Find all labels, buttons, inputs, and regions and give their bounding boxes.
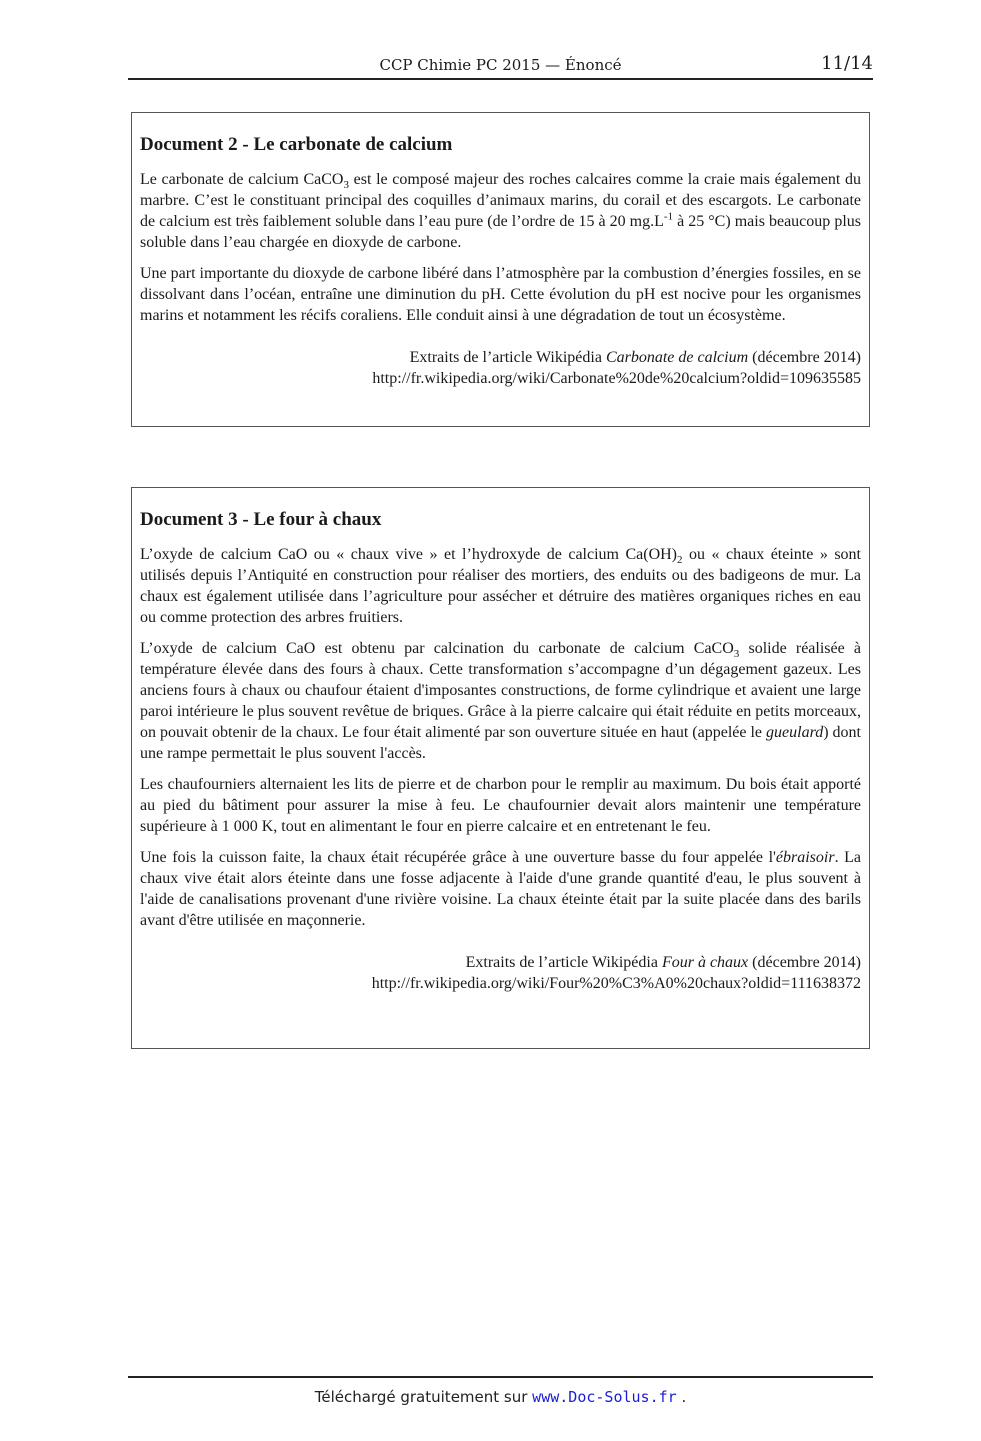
document-3-source <box>140 952 861 994</box>
source-date: (décembre 2014) <box>748 349 861 366</box>
page-footer <box>128 1376 873 1406</box>
source-date: (décembre 2014) <box>748 954 861 971</box>
source-prefix: Extraits de l’article Wikipédia <box>409 349 606 366</box>
subscript: 3 <box>343 179 349 192</box>
source-url[interactable]: http://fr.wikipedia.org/wiki/Carbonate%20de%20calcium?oldid=109635585 <box>372 370 861 387</box>
document-2-paragraph-2: Une part importante du dioxyde de carbone libéré dans l’atmosphère par la combustion d’énergies fossiles, en se dissolvant dans l’océan, entraîne une diminution du pH. Cette évolution du pH est nocive pour les organismes marins et notamment les récifs coraliens. Elle conduit ainsi à une dégradation de tout un écosystème. <box>140 265 861 324</box>
italic-term: ébraisoir <box>775 849 835 866</box>
text-segment: est le composé majeur des roches calcaires comme la craie mais également du marbre. C’est le constituant principal des coquilles d’animaux marins, du corail et des escargots. Le carbonate de calcium est très faiblement soluble dans l’eau pure (de l’ordre de 15 à 20 mg.L <box>140 171 862 230</box>
source-citation <box>140 347 861 368</box>
source-prefix: Extraits de l’article Wikipédia <box>465 954 662 971</box>
subscript: 2 <box>677 554 683 567</box>
source-article-title: Four à chaux <box>661 954 749 971</box>
document-3-box <box>131 487 870 1049</box>
text-segment: ou « chaux éteinte » sont utilisés depuis l’Antiquité en construction pour réaliser des mortiers, des enduits ou des badigeons de mur. La chaux est également utilisée dans l’agriculture pour assécher et détruire des matières organiques riches en eau ou comme protection des arbres fruitiers. <box>140 546 861 626</box>
text-segment: L’oxyde de calcium CaO ou « chaux vive » et l’hydroxyde de calcium Ca(OH) <box>140 546 678 563</box>
page-number: 11/14 <box>821 53 873 74</box>
document-2-box <box>131 112 870 427</box>
page-header <box>128 50 873 80</box>
text-segment: Le carbonate de calcium CaCO <box>140 171 344 188</box>
text-segment: à 25 °C) mais beaucoup plus soluble dans l’eau chargée en dioxyde de carbone. <box>140 213 861 251</box>
header-title: CCP Chimie PC 2015 — Énoncé <box>379 56 622 74</box>
footer-text <box>128 1388 873 1406</box>
source-url[interactable]: http://fr.wikipedia.org/wiki/Four%20%C3%A0%20chaux?oldid=111638372 <box>371 975 861 992</box>
document-3-paragraph-1 <box>140 544 861 628</box>
text-segment: ) dont une rampe permettait le plus souvent l'accès. <box>140 724 861 762</box>
document-2-title: Document 2 - Le carbonate de calcium <box>140 134 453 155</box>
document-3-paragraph-4 <box>140 847 861 931</box>
italic-term: gueulard <box>766 724 824 741</box>
subscript: 3 <box>733 648 740 661</box>
text-segment: solide réalisée à température élevée dans des fours à chaux. Cette transformation s’accompagne d’un dégagement gazeux. Les anciens fours à chaux ou chaufour étaient d'imposantes constructions, de forme cylindrique et avaient une large paroi intérieure le plus souvent revêtue de briques. Grâce à la pierre calcaire qui était réduite en petits morceaux, on pouvait obtenir de la chaux. Le four était alimenté par son ouverture située en haut (appelée le <box>140 640 862 741</box>
footer-link[interactable]: www.Doc-Solus.fr <box>532 1388 677 1406</box>
source-citation <box>140 952 861 973</box>
superscript: -1 <box>663 210 674 223</box>
source-article-title: Carbonate de calcium <box>605 349 749 366</box>
text-segment: L’oxyde de calcium CaO est obtenu par calcination du carbonate de calcium CaCO <box>140 640 734 657</box>
document-2-paragraph-1 <box>140 169 861 253</box>
text-segment: . La chaux vive était alors éteinte dans une fosse adjacente à l'aide d'une grande quantité d'eau, le plus souvent à l'aide de canalisations provenant d'une rivière voisine. La chaux éteinte était par la suite placée dans des barils avant d'être utilisée en maçonnerie. <box>140 849 861 929</box>
footer-label: Téléchargé gratuitement sur <box>314 1388 533 1406</box>
document-3-paragraph-2 <box>140 638 861 764</box>
document-3-title: Document 3 - Le four à chaux <box>140 509 382 530</box>
footer-end: . <box>676 1388 687 1406</box>
document-2-source <box>140 347 861 389</box>
text-segment: Une fois la cuisson faite, la chaux était récupérée grâce à une ouverture basse du four appelée l' <box>140 849 776 866</box>
document-3-paragraph-3: Les chaufourniers alternaient les lits de pierre et de charbon pour le remplir au maximum. Du bois était apporté au pied du bâtiment pour assurer la mise à feu. Le chaufournier devait alors maintenir une température supérieure à 1 000 K, tout en alimentant le four en pierre calcaire et en entretenant le feu. <box>140 776 861 835</box>
